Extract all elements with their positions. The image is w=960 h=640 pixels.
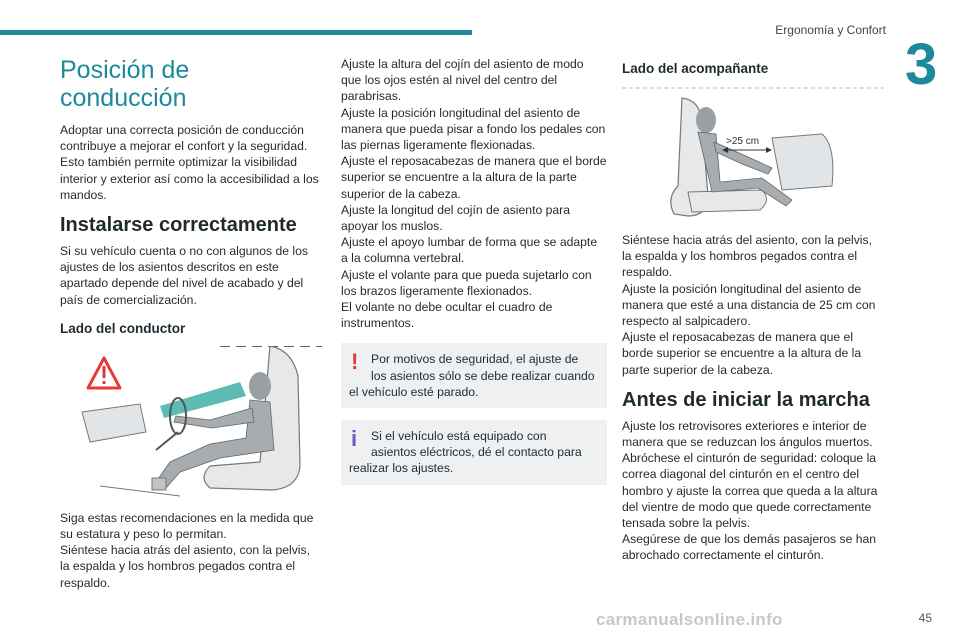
driver-step-5: Ajuste el apoyo lumbar de forma que se adapte a la columna vertebral. (341, 235, 598, 266)
driver-position-illustration (60, 346, 322, 496)
heading-before-start: Antes de iniciar la marcha (622, 388, 870, 411)
column-1 (60, 56, 322, 591)
section-title: Ergonomía y Confort (775, 23, 886, 37)
before-step-1: Ajuste los retrovisores exteriores e interior de manera que se reduzcan los ángulos muertos. (622, 418, 873, 450)
passenger-step-1: Siéntese hacia atrás del asiento, con la pelvis, la espalda y los hombros pegados contra el respaldo. (622, 233, 872, 280)
column-2 (341, 56, 607, 485)
passenger-position-illustration (622, 86, 884, 218)
before-step-2: Abróchese el cinturón de seguridad: coloque la correa diagonal del cinturón en el centro del hombro y ajuste la correa que queda a la altura del vientre de modo que quede correctamente tensada sobre la pelvis. (622, 451, 878, 531)
driver-step-1: Ajuste la altura del cojín del asiento de modo que los ojos estén al nivel del centro del parabrisas. (341, 57, 584, 104)
heading-passenger-side: Lado del acompañante (622, 61, 769, 76)
install-paragraph: Si su vehículo cuenta o no con algunos de los ajustes de los asientos descritos en este apartado depende del nivel de acabado y del país de comercialización. (60, 244, 308, 307)
before-step-3: Asegúrese de que los demás pasajeros se han abrochado correctamente el cinturón. (622, 532, 877, 563)
warning-text-line-2: los asientos sólo se debe realizar cuando (371, 368, 595, 383)
info-notice (341, 420, 607, 485)
driver-step-7: El volante no debe ocultar el cuadro de instrumentos. (341, 300, 553, 331)
passenger-step-3: Ajuste el reposacabezas de manera que el borde superior se encuentre a la altura de la parte superior de la cabeza. (622, 330, 862, 377)
watermark: carmanualsonline.info (596, 610, 783, 629)
driver-step-4: Ajuste la longitud del cojín de asiento para apoyar los muslos. (341, 202, 571, 234)
info-text-line-1: Si el vehículo está equipado con (371, 429, 547, 444)
warning-exclamation-icon: ! (351, 349, 359, 375)
driver-step-3: Ajuste el reposacabezas de manera que el borde superior se encuentre a la altura de la parte superior de la cabeza. (341, 154, 607, 201)
chapter-number: 3 (905, 32, 938, 97)
distance-label: >25 cm (726, 136, 760, 147)
warning-triangle-icon (88, 358, 120, 388)
warning-notice (341, 343, 607, 408)
page-title: Posición de conducción (60, 56, 190, 112)
info-text-line-3: realizar los ajustes. (349, 461, 454, 476)
footer (0, 607, 960, 640)
header-accent-bar (0, 30, 472, 35)
driver-step-6: Ajuste el volante para que pueda sujetarlo con los brazos ligeramente flexionados. (341, 267, 592, 298)
driver-paragraph-2: Siéntese hacia atrás del asiento, con la pelvis, la espalda y los hombros pegados contra el respaldo. (60, 543, 310, 590)
intro-paragraph: Adoptar una correcta posición de conducción contribuye a mejorar el confort y la seguridad. Esto también permite optimizar la visibilidad interior y exterior así como la accesibilidad a los mandos. (60, 123, 319, 202)
warning-text-line-1: Por motivos de seguridad, el ajuste de (371, 352, 579, 367)
passenger-seat-figure (622, 86, 884, 226)
driver-seat-figure (60, 346, 322, 506)
page-number: 45 (918, 611, 932, 625)
driver-step-2: Ajuste la posición longitudinal del asiento de manera que pueda pisar a fondo los pedales con las piernas ligeramente flexionadas. (341, 105, 606, 153)
warning-text-line-3: el vehículo esté parado. (349, 384, 479, 399)
driver-paragraph-1: Siga estas recomendaciones en la medida que su estatura y peso lo permitan. (60, 510, 314, 542)
info-icon: i (351, 426, 358, 452)
column-3 (622, 56, 884, 564)
heading-driver-side: Lado del conductor (60, 320, 186, 336)
info-text-line-2: asientos eléctricos, dé el contacto para (371, 445, 582, 460)
passenger-step-2: Ajuste la posición longitudinal del asiento de manera que esté a una distancia de 25 cm con respecto al salpicadero. (622, 281, 876, 329)
heading-install: Instalarse correctamente (60, 214, 297, 237)
